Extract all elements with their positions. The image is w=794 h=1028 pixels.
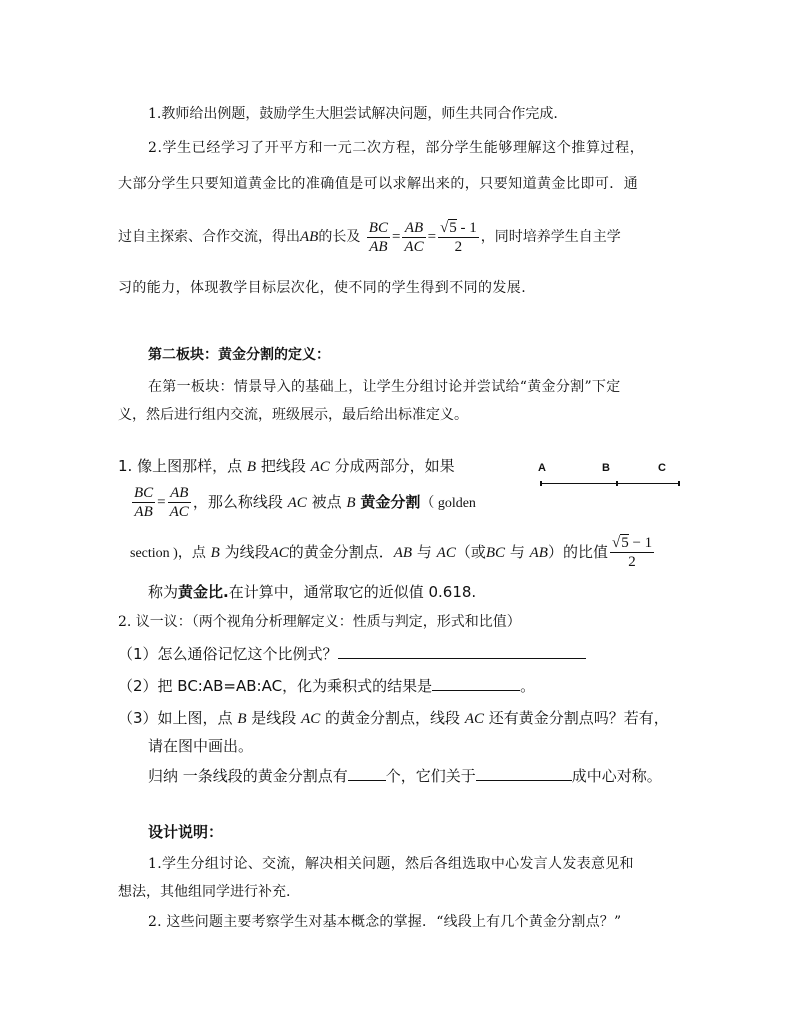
equals-sign: = (427, 229, 437, 245)
sqrt-radicand: 5 (621, 535, 629, 551)
question-3-cont: 请在图中画出。 (148, 737, 254, 755)
segment-tick-a (540, 481, 542, 486)
text-span: （2）把 BC:AB=AB:AC，化为乘积式的结果是 (118, 677, 433, 695)
var-ac: AC (287, 495, 307, 511)
point-label-a: A (538, 462, 546, 474)
frac-den: AC (404, 238, 424, 255)
segment-tick-b (616, 481, 618, 486)
discussion-heading: 2. 议一议：（两个视角分析理解定义：性质与判定，形式和比值） (118, 614, 521, 630)
para-line-4 (118, 214, 621, 260)
text-span: 的黄金分割点，线段 (325, 709, 461, 727)
point-label-b: B (602, 462, 610, 474)
term-golden-section: 黄金分割 (360, 493, 421, 511)
fraction-golden-ratio: $\frac{√5 - 1}{2}$ (611, 535, 653, 570)
text-span: 为线段 (224, 543, 270, 561)
segment-line-ac (540, 483, 680, 484)
frac-den: 2 (628, 554, 636, 570)
frac-den: 2 (454, 238, 463, 255)
question-3 (118, 708, 669, 729)
text-span: 称为 (148, 583, 179, 601)
def-line-2 (130, 480, 476, 524)
design-notes-title: 设计说明： (148, 823, 224, 841)
text-span: （1）怎么通俗记忆这个比例式？ (118, 645, 338, 663)
text-span: 1. 像上图那样，点 (118, 457, 243, 475)
var-b: B (346, 495, 356, 511)
var-ac: AC (301, 711, 321, 727)
var-b: B (237, 711, 247, 727)
frac-num: AB (404, 219, 424, 236)
section-title-definition: 第二板块：黄金分割的定义： (148, 347, 330, 363)
fraction-bc-ab (132, 484, 155, 521)
var-ac: AC (436, 545, 456, 561)
answer-blank-3[interactable] (348, 766, 386, 781)
fraction-golden-ratio: $\frac{√5 - 1}{2}$ (440, 219, 477, 255)
text-span: 的黄金分割点． (288, 543, 394, 561)
text-span: 与 (509, 543, 525, 561)
term-golden-ratio: 黄金比. (178, 583, 229, 601)
section-intro-2: 义，然后进行组内交流，班级展示，最后给出标准定义。 (118, 407, 468, 423)
para-line-3: 大部分学生只要知道黄金比的准确值是可以求解出来的，只要知道黄金比即可．通 (118, 176, 639, 192)
answer-blank-1[interactable] (338, 644, 586, 659)
equals-sign: = (157, 494, 166, 511)
text-span: 还有黄金分割点吗？若有， (488, 709, 669, 727)
frac-den: AB (369, 238, 388, 255)
text-span: 被点 (311, 493, 342, 511)
frac-num: BC (368, 219, 388, 236)
para-line-5: 习的能力，体现教学目标层次化，使不同的学生得到不同的发展. (118, 280, 527, 296)
text-span: 的长及 (318, 229, 361, 245)
text-span: ，同时培养学生自主学 (480, 229, 621, 245)
frac-num: AB (170, 485, 189, 501)
var-b: B (246, 459, 257, 475)
var-ab: AB (529, 545, 548, 561)
var-ac: AC (269, 545, 289, 561)
frac-num-rest: − 1 (628, 535, 653, 551)
para-line-1: 1.教师给出例题，鼓励学生大胆尝试解决问题，师生共同合作完成. (148, 106, 558, 122)
frac-den: AC (169, 504, 189, 520)
text-span: （3）如上图，点 (118, 709, 233, 727)
frac-num: BC (134, 485, 154, 501)
var-bc: BC (485, 545, 506, 561)
text-span: 归纳 一条线段的黄金分割点有 (148, 767, 348, 785)
text-span: 。 (520, 677, 536, 695)
text-span: 成中心对称。 (571, 767, 662, 785)
answer-blank-2[interactable] (432, 676, 520, 691)
text-span: 分成两部分，如果 (334, 457, 455, 475)
text-span: 把线段 (260, 457, 306, 475)
def-line-3 (130, 530, 656, 574)
segment-tick-c (678, 481, 680, 486)
text-span: section )，点 (130, 546, 206, 561)
def-line-1 (118, 456, 455, 477)
text-span: 在计算中，通常取它的近似值 0.618. (228, 583, 477, 601)
design-note-1-cont: 想法，其他组同学进行补充. (118, 884, 291, 900)
text-span: （或 (455, 543, 486, 561)
question-1 (118, 644, 586, 664)
fraction-ab-ac (402, 219, 425, 256)
section-intro-1: 在第一板块：情景导入的基础上，让学生分组讨论并尝试给“黄金分割”下定 (148, 379, 621, 395)
def-line-4 (148, 582, 476, 602)
text-span: （ golden (420, 496, 476, 511)
point-label-c: C (658, 462, 666, 474)
var-ac: AC (464, 711, 484, 727)
var-ab: AB (393, 545, 413, 561)
fraction-bc-ab (367, 219, 390, 256)
para-line-2: 2.学生已经学习了开平方和一元二次方程，部分学生能够理解这个推算过程， (148, 140, 645, 156)
text-span: ，那么称线段 (192, 493, 283, 511)
design-note-1: 1.学生分组讨论、交流，解决相关问题，然后各组选取中心发言人发表意见和 (148, 856, 634, 872)
equals-sign: = (391, 229, 401, 245)
frac-num-rest: - 1 (456, 219, 477, 236)
frac-den: AB (134, 504, 153, 520)
text-span: 是线段 (251, 709, 297, 727)
var-b: B (210, 545, 220, 561)
var-ab: AB (300, 229, 319, 245)
answer-blank-4[interactable] (476, 766, 572, 781)
summary-line (148, 766, 662, 786)
fraction-ab-ac (168, 484, 191, 521)
var-ac: AC (310, 459, 330, 475)
text-span: 与 (416, 543, 432, 561)
sqrt-radicand: 5 (449, 219, 457, 236)
text-span: ）的比值 (547, 543, 608, 561)
design-note-2: 2. 这些问题主要考察学生对基本概念的掌握．“线段上有几个黄金分割点？” (148, 914, 622, 930)
text-span: 过自主探索、合作交流，得出 (118, 229, 300, 245)
question-2 (118, 676, 535, 696)
text-span: 个，它们关于 (385, 767, 476, 785)
